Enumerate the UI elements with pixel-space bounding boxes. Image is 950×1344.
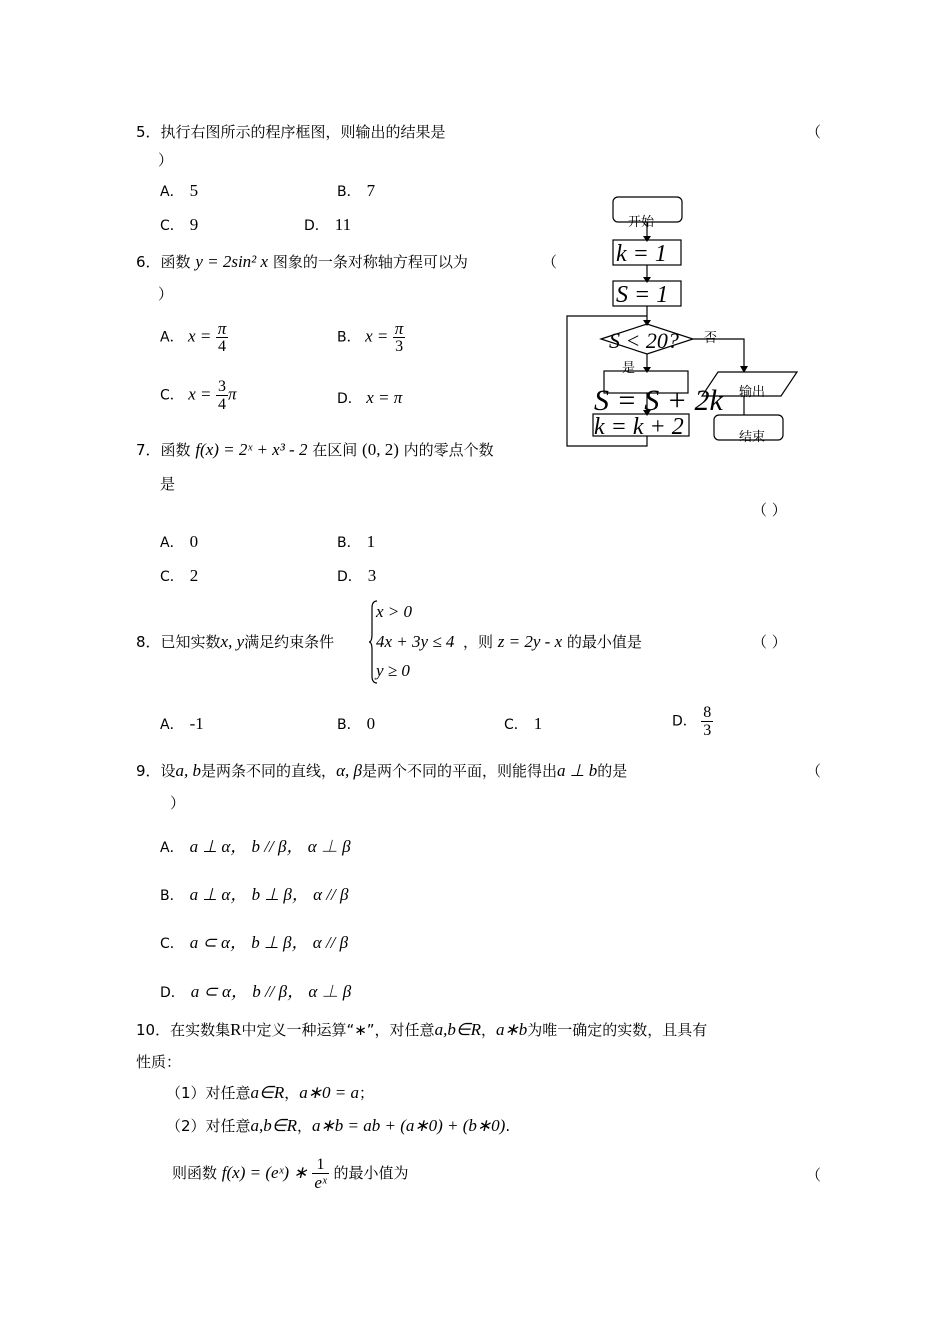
option-label: B． — [160, 888, 184, 904]
option-value: 9 — [189, 215, 199, 234]
option-label: C． — [160, 936, 184, 952]
q8-suffix: 的最小值是 — [566, 633, 642, 651]
option-value: 1 — [533, 714, 543, 733]
q7-line2: 是 — [160, 475, 176, 493]
option-value: 0 — [189, 532, 199, 551]
option-label: A． — [160, 329, 184, 346]
option-value: 11 — [334, 215, 352, 234]
option-label: A． — [160, 184, 184, 200]
option-lhs: x = — [365, 326, 389, 346]
fraction-num: π — [394, 319, 404, 338]
option-label: B． — [337, 329, 361, 346]
q10-astb: a∗b — [496, 1020, 528, 1039]
q10-line1-b: 中定义一种运算“∗”，对任意 — [241, 1021, 435, 1039]
option-lhs: x = — [188, 384, 212, 404]
q8-vars: x, y — [220, 632, 245, 651]
option-label: C． — [160, 569, 184, 585]
q8-paren: （ ） — [752, 633, 787, 651]
q5-stem: 5．执行右图所示的程序框图，则输出的结果是 — [136, 123, 446, 141]
q6-formula: y = 2sin² x — [195, 252, 269, 271]
option-label: D． — [160, 985, 185, 1001]
start-label: 开始 — [628, 215, 655, 230]
option-value: 2 — [189, 566, 199, 585]
no-label: 否 — [704, 331, 718, 346]
init-k-label: k = 1 — [616, 241, 667, 267]
q9-paren-close: ） — [170, 794, 186, 812]
fraction-num: π — [217, 319, 227, 338]
q8-mid: 满足约束条件 — [244, 633, 335, 651]
fraction-num: 8 — [703, 704, 712, 721]
p1-end: ； — [358, 1084, 374, 1102]
option-label: B． — [337, 535, 361, 551]
q9-mid1: 是两条不同的直线， — [201, 762, 337, 780]
q10-line1-d: 为唯一确定的实数，且具有 — [527, 1021, 708, 1039]
option-label: C． — [504, 717, 528, 733]
p1-sep: ， — [284, 1084, 300, 1102]
option-value: -1 — [189, 714, 204, 733]
q9-target: a ⊥ b — [556, 761, 598, 780]
q10-line1-a: 10．在实数集 — [136, 1021, 231, 1039]
end-label: 结束 — [739, 430, 766, 445]
q10-R: R — [230, 1020, 242, 1039]
update-k-label: k = k + 2 — [594, 414, 684, 440]
q8-then: ，则 — [463, 633, 494, 651]
p2-label: （2）对任意 — [166, 1117, 251, 1135]
fraction-den: 3 — [703, 722, 712, 739]
option-value: 5 — [189, 181, 199, 200]
option-value: a ⊥ α， b // β， α ⊥ β — [189, 837, 351, 856]
q9-paren-open: （ — [806, 762, 822, 780]
p1-label: （1）对任意 — [166, 1084, 251, 1102]
option-value: a ⊥ α， b ⊥ β， α // β — [189, 885, 349, 904]
option-label: D． — [337, 391, 362, 407]
q5-paren-close: ） — [158, 151, 174, 169]
q10-paren-open: （ — [806, 1166, 822, 1184]
fraction-num: 3 — [217, 378, 226, 395]
option-label: D． — [337, 569, 362, 585]
q9-ab: a, b — [175, 761, 202, 780]
q6-prefix: 6．函数 — [136, 253, 191, 271]
yes-label: 是 — [622, 361, 636, 376]
q8-objective: z = 2y - x — [497, 632, 563, 651]
option-value: 7 — [366, 181, 376, 200]
option-label: C． — [160, 387, 184, 404]
q10-abR: a,b∈R — [434, 1020, 482, 1039]
option-label: C． — [160, 218, 184, 234]
final-suffix: 的最小值为 — [333, 1164, 409, 1182]
option-label: A． — [160, 840, 184, 856]
q6-suffix: 图象的一条对称轴方程可以为 — [272, 253, 468, 271]
final-formula: f(x) = (eˣ) ∗ — [221, 1163, 308, 1182]
fraction-den: eˣ — [314, 1173, 327, 1192]
q7-prefix: 7．函数 — [136, 441, 191, 459]
p2-end: . — [505, 1117, 511, 1135]
option-lhs: x = — [188, 326, 212, 346]
q10-line2: 性质： — [136, 1053, 182, 1071]
q8-constraint-3: y ≥ 0 — [376, 661, 410, 680]
fraction-den: 3 — [395, 338, 404, 355]
p2-sep: ， — [297, 1117, 313, 1135]
fraction-den: 4 — [218, 338, 227, 355]
option-label: D． — [672, 713, 697, 730]
q8-constraint-2: 4x + 3y ≤ 4 — [376, 632, 455, 651]
option-value: 1 — [366, 532, 376, 551]
q8-constraint-1: x > 0 — [376, 602, 413, 621]
p1-cond: a∈R — [250, 1083, 285, 1102]
option-label: A． — [160, 717, 184, 733]
option-label: D． — [304, 218, 329, 234]
option-tail: π — [227, 384, 237, 404]
arrow-no-output — [693, 339, 744, 372]
q7-formula: f(x) = 2ˣ + x³ - 2 — [195, 440, 308, 459]
q7-interval: (0, 2) — [362, 440, 399, 459]
q7-mid: 在区间 — [312, 441, 358, 459]
condition-label: S < 20? — [609, 328, 679, 353]
fraction-den: 4 — [217, 396, 226, 413]
q6-paren-open: （ — [542, 253, 558, 271]
option-lhs: x = π — [366, 388, 403, 407]
init-s-label: S = 1 — [616, 282, 669, 308]
p2-eq: a∗b = ab + (a∗0) + (b∗0) — [312, 1116, 506, 1135]
q9-suffix: 的是 — [597, 762, 628, 780]
update-s-label: S = S + 2k — [594, 384, 723, 417]
q8-prefix: 8．已知实数 — [136, 633, 221, 651]
q9-mid2: 是两个不同的平面，则能得出 — [361, 762, 557, 780]
q7-suffix: 内的零点个数 — [403, 441, 494, 459]
final-prefix: 则函数 — [172, 1164, 218, 1182]
q10-line1-c: ， — [481, 1021, 497, 1039]
p2-cond: a,b∈R — [250, 1116, 297, 1135]
fraction-num: 1 — [312, 1156, 328, 1174]
option-value: 3 — [367, 566, 377, 585]
option-value: a ⊂ α， b // β， α ⊥ β — [190, 982, 352, 1001]
q7-paren: （ ） — [752, 501, 787, 519]
q9-prefix: 9．设 — [136, 762, 176, 780]
q6-paren-close: ） — [158, 285, 174, 303]
p1-eq: a∗0 = a — [299, 1083, 359, 1102]
option-label: A． — [160, 535, 184, 551]
q9-alphabeta: α, β — [336, 761, 362, 780]
option-value: 0 — [366, 714, 376, 733]
q5-paren-open: （ — [806, 123, 822, 141]
option-value: a ⊂ α， b ⊥ β， α // β — [189, 933, 349, 952]
option-label: B． — [337, 184, 361, 200]
output-label: 输出 — [739, 385, 766, 400]
option-label: B． — [337, 717, 361, 733]
